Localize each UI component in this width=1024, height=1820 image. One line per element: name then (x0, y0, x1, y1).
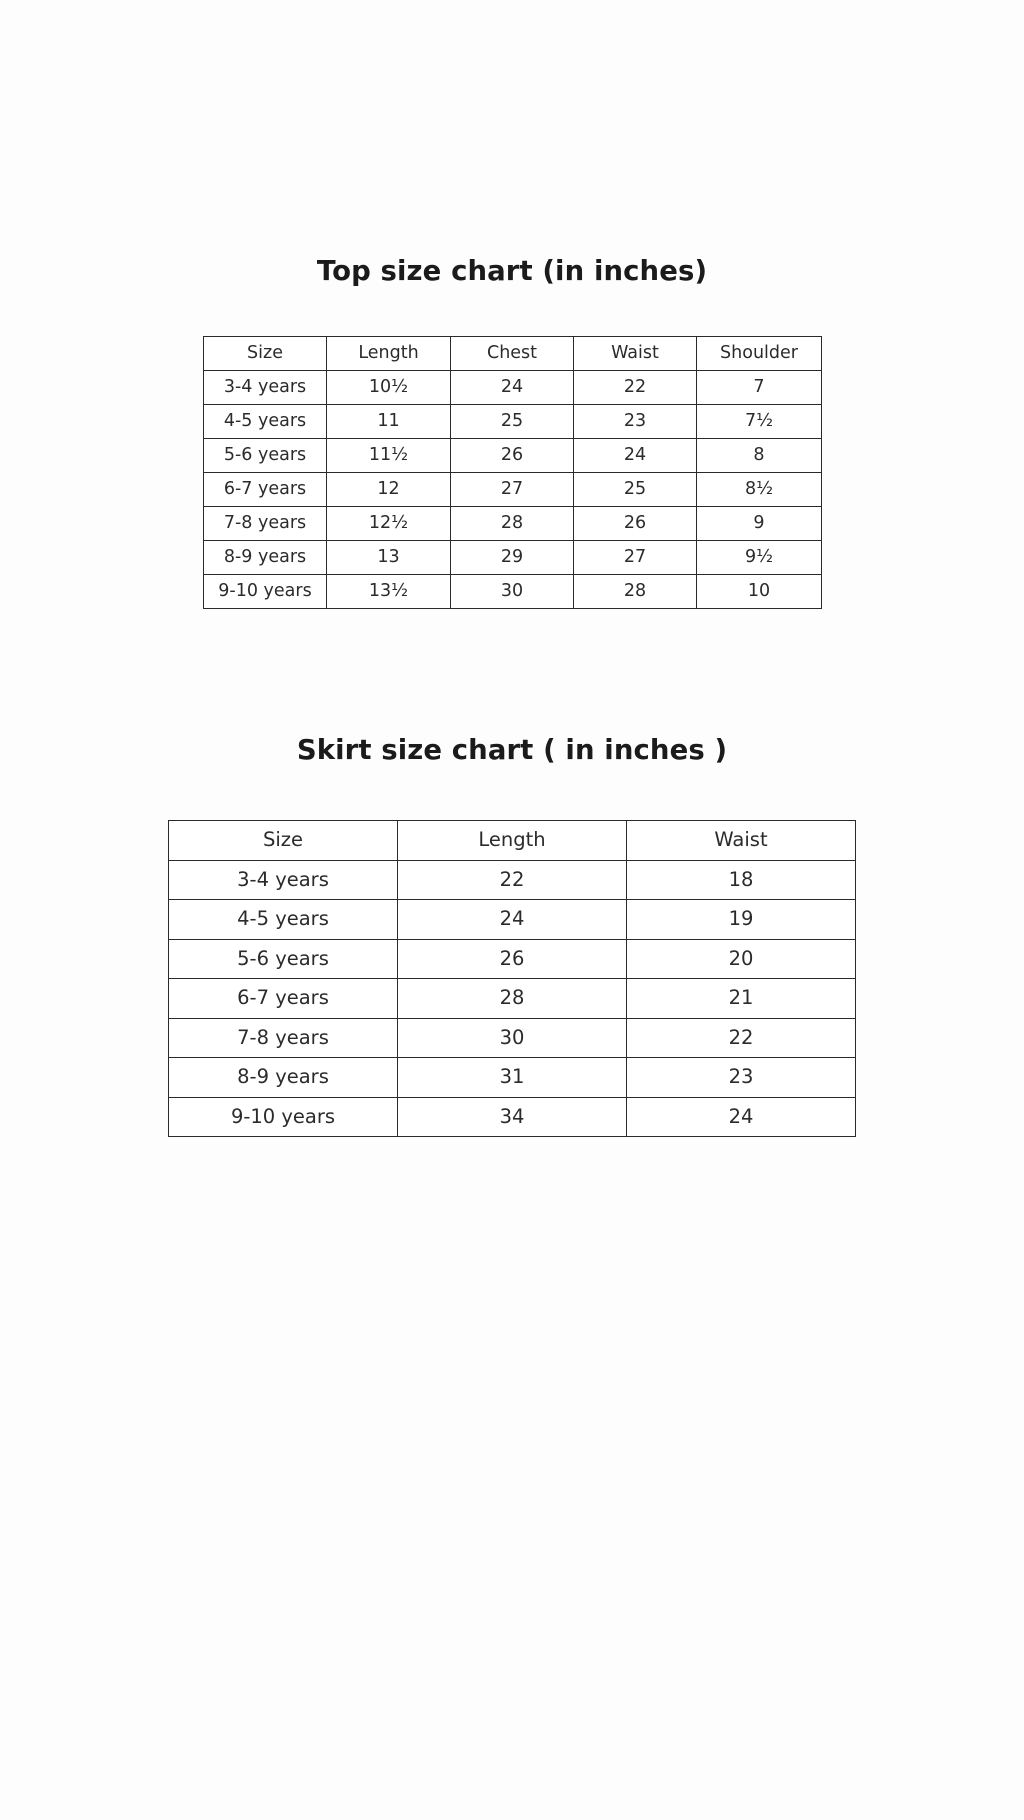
table-row (169, 939, 856, 979)
cell-length: 28 (398, 979, 627, 1019)
table-row (169, 979, 856, 1019)
cell-size: 7-8 years (204, 507, 327, 541)
cell-length: 10½ (327, 371, 451, 405)
cell-waist: 25 (574, 473, 697, 507)
cell-chest: 24 (451, 371, 574, 405)
cell-shoulder: 7½ (697, 405, 822, 439)
table-row (204, 507, 822, 541)
cell-size: 5-6 years (204, 439, 327, 473)
cell-size: 3-4 years (204, 371, 327, 405)
table-row (204, 371, 822, 405)
table-row (204, 439, 822, 473)
cell-waist: 23 (627, 1058, 856, 1098)
cell-length: 12 (327, 473, 451, 507)
column-header-length: Length (398, 821, 627, 861)
top-size-chart-title: Top size chart (in inches) (316, 255, 708, 287)
cell-size: 3-4 years (169, 860, 398, 900)
top-size-chart-table (203, 336, 822, 609)
cell-size: 9-10 years (204, 575, 327, 609)
cell-waist: 19 (627, 900, 856, 940)
cell-waist: 22 (574, 371, 697, 405)
cell-shoulder: 9 (697, 507, 822, 541)
cell-length: 30 (398, 1018, 627, 1058)
cell-size: 6-7 years (204, 473, 327, 507)
cell-waist: 22 (627, 1018, 856, 1058)
cell-shoulder: 9½ (697, 541, 822, 575)
cell-size: 6-7 years (169, 979, 398, 1019)
cell-length: 24 (398, 900, 627, 940)
table-row (169, 1018, 856, 1058)
cell-chest: 27 (451, 473, 574, 507)
table-row (204, 405, 822, 439)
cell-length: 11½ (327, 439, 451, 473)
cell-length: 12½ (327, 507, 451, 541)
column-header-size: Size (204, 337, 327, 371)
cell-size: 9-10 years (169, 1097, 398, 1137)
cell-waist: 18 (627, 860, 856, 900)
table-header-row (204, 337, 822, 371)
skirt-size-chart-table-wrapper (168, 820, 855, 1137)
cell-waist: 24 (574, 439, 697, 473)
cell-chest: 25 (451, 405, 574, 439)
cell-shoulder: 7 (697, 371, 822, 405)
column-header-chest: Chest (451, 337, 574, 371)
table-row (169, 860, 856, 900)
cell-size: 8-9 years (204, 541, 327, 575)
skirt-size-chart-table (168, 820, 856, 1137)
cell-waist: 24 (627, 1097, 856, 1137)
cell-size: 4-5 years (169, 900, 398, 940)
table-row (204, 473, 822, 507)
column-header-waist: Waist (627, 821, 856, 861)
cell-waist: 23 (574, 405, 697, 439)
cell-length: 26 (398, 939, 627, 979)
cell-size: 8-9 years (169, 1058, 398, 1098)
cell-length: 13 (327, 541, 451, 575)
cell-waist: 27 (574, 541, 697, 575)
top-size-chart-table-wrapper (203, 336, 821, 609)
table-row (169, 1097, 856, 1137)
column-header-shoulder: Shoulder (697, 337, 822, 371)
column-header-waist: Waist (574, 337, 697, 371)
cell-chest: 30 (451, 575, 574, 609)
cell-chest: 29 (451, 541, 574, 575)
cell-waist: 20 (627, 939, 856, 979)
column-header-size: Size (169, 821, 398, 861)
cell-size: 5-6 years (169, 939, 398, 979)
cell-chest: 26 (451, 439, 574, 473)
cell-size: 4-5 years (204, 405, 327, 439)
table-row (169, 1058, 856, 1098)
cell-length: 31 (398, 1058, 627, 1098)
cell-size: 7-8 years (169, 1018, 398, 1058)
cell-shoulder: 10 (697, 575, 822, 609)
table-row (204, 541, 822, 575)
cell-waist: 28 (574, 575, 697, 609)
cell-waist: 21 (627, 979, 856, 1019)
cell-shoulder: 8½ (697, 473, 822, 507)
cell-length: 13½ (327, 575, 451, 609)
skirt-size-chart-title: Skirt size chart ( in inches ) (296, 734, 728, 766)
table-row (169, 900, 856, 940)
table-header-row (169, 821, 856, 861)
cell-waist: 26 (574, 507, 697, 541)
table-row (204, 575, 822, 609)
cell-length: 11 (327, 405, 451, 439)
cell-chest: 28 (451, 507, 574, 541)
column-header-length: Length (327, 337, 451, 371)
cell-shoulder: 8 (697, 439, 822, 473)
cell-length: 34 (398, 1097, 627, 1137)
cell-length: 22 (398, 860, 627, 900)
